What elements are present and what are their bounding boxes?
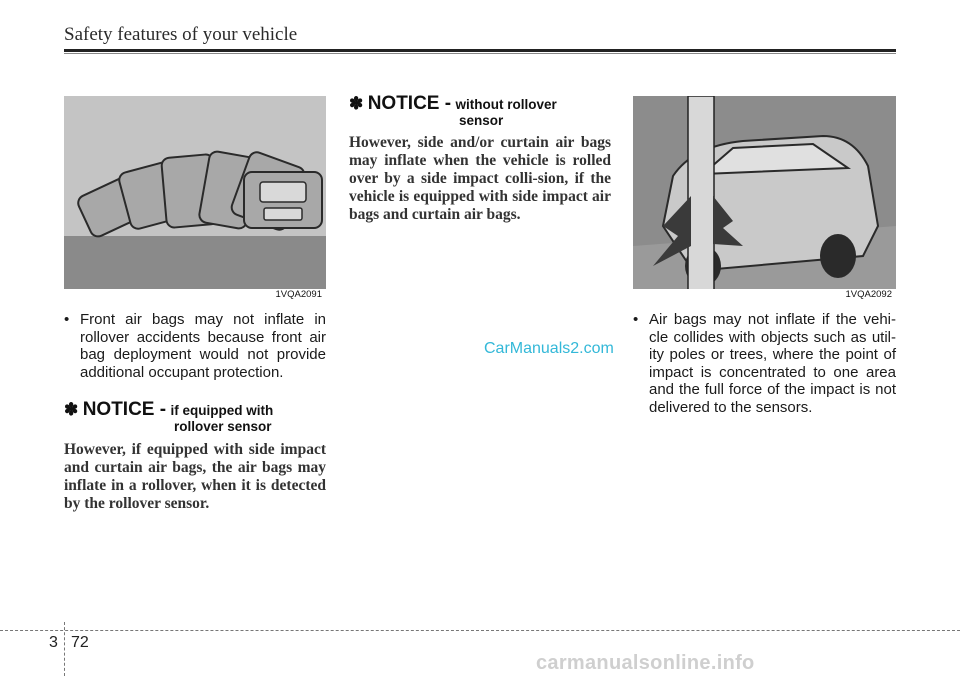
page-header-title: Safety features of your vehicle: [64, 24, 298, 45]
footer-rule: [0, 630, 960, 631]
rollover-illustration: [64, 96, 326, 302]
footer-site-watermark: carmanualsonline.info: [536, 652, 755, 674]
bullet-front-airbags: [64, 311, 326, 381]
rollover-cars-drawing: [64, 96, 326, 302]
footer-divider: [64, 622, 65, 676]
pole-impact-illustration: [633, 96, 896, 302]
notice-title-line2: rollover sensor: [174, 419, 272, 434]
notice-body-rollover-sensor: However, if equipped with side impact and curtain air bags, the air bags may inflate in a rollover, when it is detected by the rollover sensor.: [64, 441, 326, 512]
watermark-link[interactable]: CarManuals2.com: [484, 340, 614, 357]
notice-heading-rollover-sensor: [64, 399, 334, 434]
bullet-pole-impact: [633, 311, 896, 416]
header-rule-thin: [64, 53, 896, 54]
notice-body-without-rollover: However, side and/or curtain air bags may inflate when the vehicle is rolled over by a side impact colli-sion, if the vehicle is equipped with side impact air bags and curtain air bags.: [349, 134, 611, 223]
bullet-dot: •: [64, 311, 70, 328]
page-number: 72: [71, 634, 89, 651]
notice-title-line1: without rollover: [455, 97, 557, 112]
figure-code-left: 1VQA2091: [275, 289, 322, 300]
notice-star-icon: ✽: [64, 400, 79, 419]
section-number: 3: [49, 634, 58, 651]
notice-word: NOTICE -: [82, 399, 167, 420]
notice-word: NOTICE -: [367, 93, 452, 114]
notice-title-line1: if equipped with: [170, 403, 274, 418]
pole-impact-drawing: [633, 96, 896, 302]
notice-heading-without-rollover: [349, 93, 619, 128]
figure-code-right: 1VQA2092: [845, 289, 892, 300]
bullet-text: Front air bags may not inflate in rollover accidents because front air bag deployment would not provide additional occupant protection.: [80, 311, 326, 381]
notice-title-line2: sensor: [459, 113, 504, 128]
notice-star-icon: ✽: [349, 94, 364, 113]
header-rule: [64, 49, 896, 52]
bullet-dot: •: [633, 311, 639, 328]
bullet-text: Air bags may not inflate if the vehi-cle collides with objects such as util-ity poles or trees, where the point of impact is concentrated to one area and the full force of the impact is not delivered to the sensors.: [649, 311, 896, 416]
